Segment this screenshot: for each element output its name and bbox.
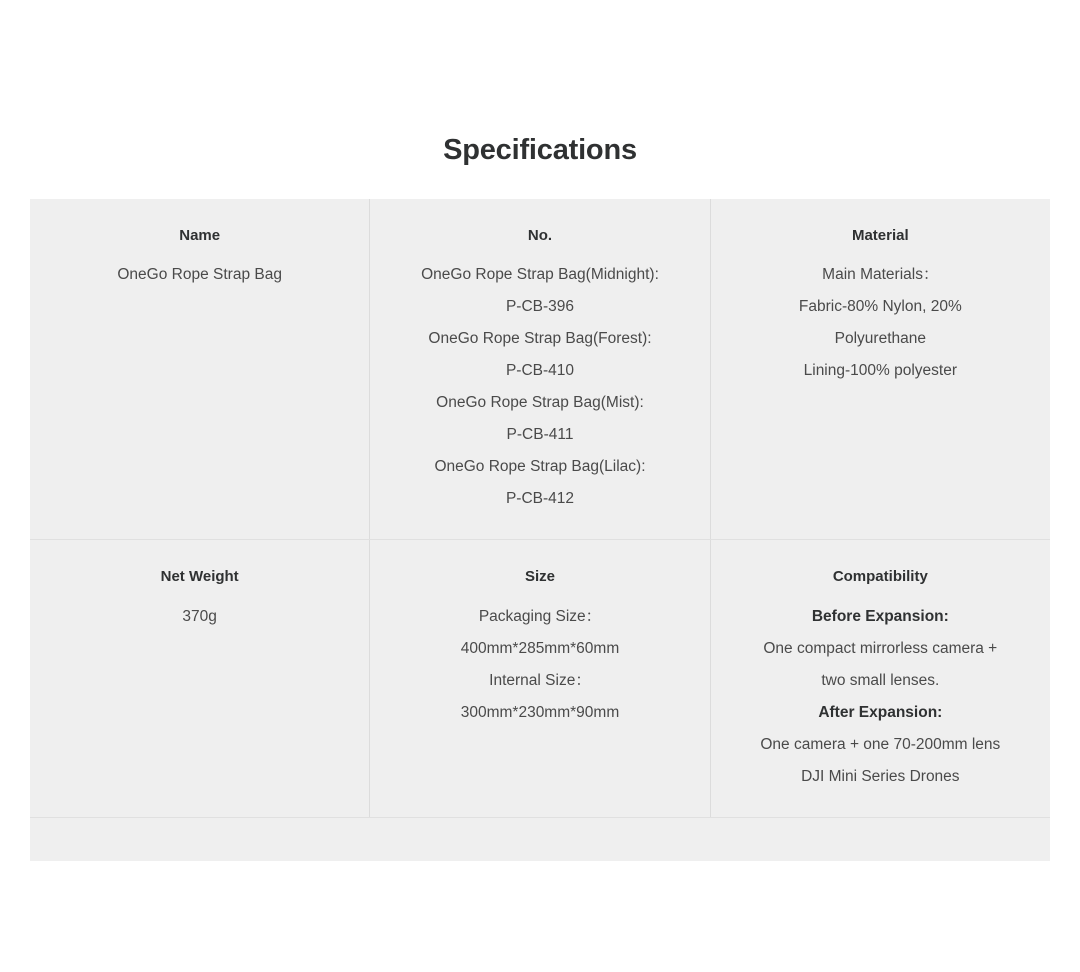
spec-line: Lining-100% polyester — [803, 362, 957, 380]
spec-cell-net-weight — [30, 540, 369, 817]
spec-line: OneGo Rope Strap Bag(Midnight): — [421, 266, 659, 284]
spec-cell-body — [48, 259, 351, 291]
spec-cell-no — [369, 199, 709, 540]
spec-line: P-CB-396 — [505, 298, 575, 316]
spec-cell-compatibility — [710, 540, 1050, 817]
spec-cell-body — [48, 601, 351, 633]
spec-cell-body — [388, 259, 691, 515]
page-title: Specifications — [443, 134, 637, 166]
spec-line: Polyurethane — [834, 330, 926, 348]
spec-line: OneGo Rope Strap Bag — [117, 266, 282, 284]
spec-line: Packaging Size： — [478, 607, 602, 625]
spec-cell-body — [729, 259, 1032, 387]
spec-line: One camera + one 70-200mm lens — [760, 735, 1001, 753]
spec-line: 400mm*285mm*60mm — [460, 639, 620, 657]
spec-cell-body — [388, 601, 691, 729]
table-row — [30, 540, 1050, 817]
spec-cell-header: No. — [527, 226, 553, 244]
spec-line: P-CB-410 — [505, 362, 575, 380]
spec-cell-header: Net Weight — [160, 568, 239, 586]
spec-line: OneGo Rope Strap Bag(Mist): — [436, 394, 644, 412]
spec-cell-material — [710, 199, 1050, 540]
spec-line: Main Materials： — [822, 266, 939, 284]
spec-line: DJI Mini Series Drones — [801, 767, 960, 785]
table-footer-strip — [30, 817, 1050, 861]
spec-cell-header: Compatibility — [832, 568, 928, 586]
spec-cell-header: Name — [179, 226, 221, 244]
spec-cell-size — [369, 540, 709, 817]
table-row — [30, 199, 1050, 541]
spec-cell-header: Size — [524, 568, 555, 586]
spec-line: 370g — [182, 607, 217, 625]
spec-line: Before Expansion: — [811, 607, 949, 625]
specifications-table — [30, 199, 1050, 817]
spec-cell-header: Material — [851, 226, 909, 244]
spec-cell-body — [729, 601, 1032, 793]
spec-line: OneGo Rope Strap Bag(Forest): — [428, 330, 652, 348]
spec-line: OneGo Rope Strap Bag(Lilac): — [434, 458, 646, 476]
spec-line: Internal Size： — [489, 671, 591, 689]
spec-line: Fabric-80% Nylon, 20% — [798, 298, 962, 316]
spec-line: two small lenses. — [821, 671, 940, 689]
spec-line: One compact mirrorless camera + — [763, 639, 998, 657]
spec-line: P-CB-412 — [505, 490, 575, 508]
spec-cell-name — [30, 199, 369, 540]
spec-line: 300mm*230mm*90mm — [460, 703, 620, 721]
spec-line: P-CB-411 — [506, 426, 574, 444]
spec-line: After Expansion: — [818, 703, 943, 721]
